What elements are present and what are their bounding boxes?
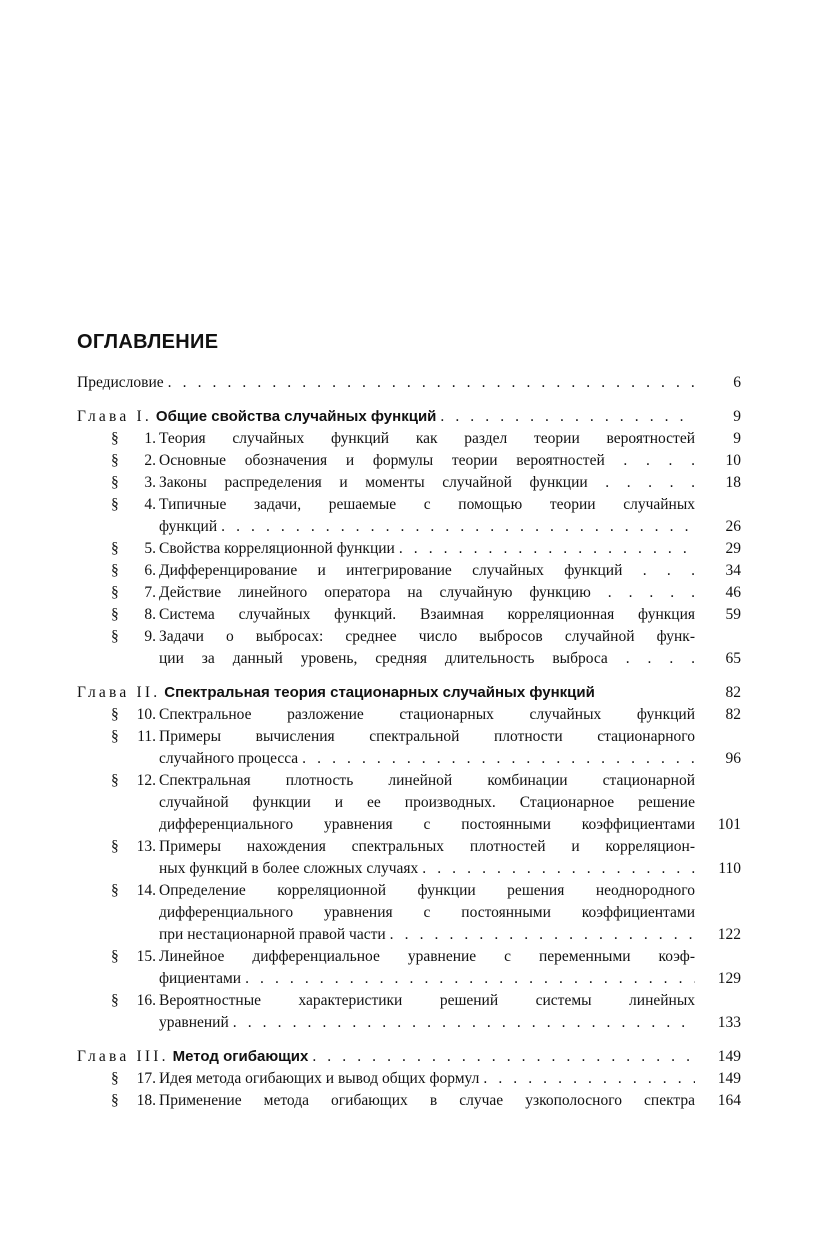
section-title: Идея метода огибающих и вывод общих формул xyxy=(159,1070,480,1087)
section-number: 12. xyxy=(136,772,156,789)
toc-section-10[interactable] xyxy=(77,704,741,726)
toc-section-9[interactable] xyxy=(77,626,741,670)
toc-section-11[interactable] xyxy=(77,726,741,770)
toc-section-3[interactable] xyxy=(77,472,741,494)
section-title-line: случайного процесса xyxy=(159,750,299,767)
section-title-line: функций xyxy=(159,518,218,535)
section-number: 3. xyxy=(144,474,156,491)
section-symbol: § xyxy=(111,948,119,965)
page-number: 82 xyxy=(725,706,741,723)
page-number: 59 xyxy=(725,606,741,623)
section-title-line: ных функций в более сложных случаях xyxy=(159,860,419,877)
section-title-line: дифференциального уравнения с постоянными коэффициентами xyxy=(159,816,695,833)
section-number: 17. xyxy=(136,1070,156,1087)
section-symbol: § xyxy=(111,474,119,491)
section-title-line: Линейное дифференциальное уравнение с переменными коэф- xyxy=(159,948,695,965)
page-number: 149 xyxy=(717,1048,741,1065)
section-number: 6. xyxy=(144,562,156,579)
leader-dots xyxy=(312,1046,695,1068)
section-symbol: § xyxy=(111,728,119,745)
section-symbol: § xyxy=(111,628,119,645)
page-number: 18 xyxy=(725,474,741,491)
toc-section-17[interactable] xyxy=(77,1068,741,1090)
toc-section-16[interactable] xyxy=(77,990,741,1034)
section-title-line: при нестационарной правой части xyxy=(159,926,386,943)
chapter-title: Общие свойства случайных функций xyxy=(155,408,437,425)
section-title-line: дифференциального уравнения с постоянными коэффициентами xyxy=(159,904,695,921)
section-number: 11. xyxy=(137,728,156,745)
page-number: 101 xyxy=(717,816,741,833)
section-number: 4. xyxy=(144,496,156,513)
page-number: 9 xyxy=(733,408,741,425)
page-number: 9 xyxy=(733,430,741,447)
section-symbol: § xyxy=(111,606,119,623)
section-title-line: уравнений xyxy=(159,1014,229,1031)
leader-dots xyxy=(390,924,695,946)
leader-dots xyxy=(399,538,695,560)
section-symbol: § xyxy=(111,540,119,557)
section-number: 14. xyxy=(136,882,156,899)
toc-chapter-1[interactable] xyxy=(77,406,741,428)
section-title: Основные обозначения и формулы теории вероятностей . . . . xyxy=(159,452,695,469)
page-number: 129 xyxy=(717,970,741,987)
section-number: 13. xyxy=(136,838,156,855)
page-number: 82 xyxy=(725,684,741,701)
toc-section-15[interactable] xyxy=(77,946,741,990)
section-number: 8. xyxy=(144,606,156,623)
section-title: Система случайных функций. Взаимная корреляционная функция xyxy=(159,606,695,623)
section-symbol: § xyxy=(111,430,119,447)
toc-section-7[interactable] xyxy=(77,582,741,604)
toc-section-8[interactable] xyxy=(77,604,741,626)
section-symbol: § xyxy=(111,882,119,899)
page-number: 110 xyxy=(718,860,741,877)
chapter-title: Метод огибающих xyxy=(172,1048,309,1065)
section-number: 18. xyxy=(136,1092,156,1109)
section-title-line: Спектральная плотность линейной комбинации стационарной xyxy=(159,772,695,789)
section-title-line: Определение корреляционной функции решения неоднородного xyxy=(159,882,695,899)
section-title: Применение метода огибающих в случае узкополосного спектра xyxy=(159,1092,695,1109)
section-number: 7. xyxy=(144,584,156,601)
page-number: 26 xyxy=(725,518,741,535)
leader-dots xyxy=(245,968,695,990)
leader-dots xyxy=(168,372,695,394)
section-title-line: Вероятностные характеристики решений системы линейных xyxy=(159,992,695,1009)
section-number: 15. xyxy=(136,948,156,965)
section-title: Действие линейного оператора на случайную функцию . . . . . xyxy=(159,584,695,601)
table-of-contents xyxy=(77,372,741,1112)
page-number: 149 xyxy=(717,1070,741,1087)
section-title-line: Типичные задачи, решаемые с помощью теории случайных xyxy=(159,496,695,513)
section-symbol: § xyxy=(111,1070,119,1087)
section-title: Дифференцирование и интегрирование случайных функций . . . xyxy=(159,562,695,579)
section-title-line: Примеры нахождения спектральных плотностей и корреляцион- xyxy=(159,838,695,855)
section-symbol: § xyxy=(111,452,119,469)
section-number: 1. xyxy=(144,430,156,447)
page-number: 6 xyxy=(733,374,741,391)
page-number: 29 xyxy=(725,540,741,557)
section-title-line: Примеры вычисления спектральной плотности стационарного xyxy=(159,728,695,745)
chapter-title: Спектральная теория стационарных случайных функций xyxy=(164,684,595,701)
leader-dots xyxy=(422,858,695,880)
section-number: 2. xyxy=(144,452,156,469)
page-title: ОГЛАВЛЕНИЕ xyxy=(77,331,219,353)
toc-section-6[interactable] xyxy=(77,560,741,582)
page-number: 34 xyxy=(725,562,741,579)
section-title-line: Задачи о выбросах: среднее число выбросов случайной функ- xyxy=(159,628,695,645)
chapter-label: Глава III. xyxy=(77,1048,169,1065)
section-number: 16. xyxy=(136,992,156,1009)
toc-chapter-3[interactable] xyxy=(77,1046,741,1068)
section-symbol: § xyxy=(111,562,119,579)
preface-title: Предисловие xyxy=(77,374,164,391)
section-title: Спектральное разложение стационарных случайных функций xyxy=(159,706,695,723)
page-number: 46 xyxy=(725,584,741,601)
toc-entry-preface[interactable] xyxy=(77,372,741,394)
section-symbol: § xyxy=(111,496,119,513)
section-symbol: § xyxy=(111,1092,119,1109)
page-number: 122 xyxy=(717,926,741,943)
toc-section-18[interactable] xyxy=(77,1090,741,1112)
section-symbol: § xyxy=(111,838,119,855)
leader-dots xyxy=(483,1068,695,1090)
toc-section-14[interactable] xyxy=(77,880,741,946)
page-number: 133 xyxy=(717,1014,741,1031)
section-symbol: § xyxy=(111,584,119,601)
chapter-label: Глава II. xyxy=(77,684,161,701)
section-title: Законы распределения и моменты случайной функции . . . . . xyxy=(159,474,695,491)
section-symbol: § xyxy=(111,772,119,789)
toc-section-1[interactable] xyxy=(77,428,741,450)
chapter-label: Глава I. xyxy=(77,408,152,425)
section-title: Свойства корреляционной функции xyxy=(159,540,395,557)
section-symbol: § xyxy=(111,992,119,1009)
section-title-line: случайной функции и ее производных. Стационарное решение xyxy=(159,794,695,811)
section-number: 10. xyxy=(136,706,156,723)
section-symbol: § xyxy=(111,706,119,723)
leader-dots xyxy=(302,748,695,770)
leader-dots xyxy=(221,516,695,538)
toc-section-12[interactable] xyxy=(77,770,741,836)
section-title: Теория случайных функций как раздел теории вероятностей xyxy=(159,430,695,447)
page-number: 96 xyxy=(725,750,741,767)
section-title-line: ции за данный уровень, средняя длительность выброса . . . . xyxy=(159,650,695,667)
toc-section-4[interactable] xyxy=(77,494,741,538)
toc-section-5[interactable] xyxy=(77,538,741,560)
toc-section-2[interactable] xyxy=(77,450,741,472)
leader-dots xyxy=(233,1012,695,1034)
page-number: 65 xyxy=(725,650,741,667)
toc-chapter-2[interactable] xyxy=(77,682,741,704)
page-number: 10 xyxy=(725,452,741,469)
section-number: 5. xyxy=(144,540,156,557)
leader-dots xyxy=(440,406,695,428)
toc-section-13[interactable] xyxy=(77,836,741,880)
page-number: 164 xyxy=(717,1092,741,1109)
section-title-line: фициентами xyxy=(159,970,242,987)
section-number: 9. xyxy=(144,628,156,645)
